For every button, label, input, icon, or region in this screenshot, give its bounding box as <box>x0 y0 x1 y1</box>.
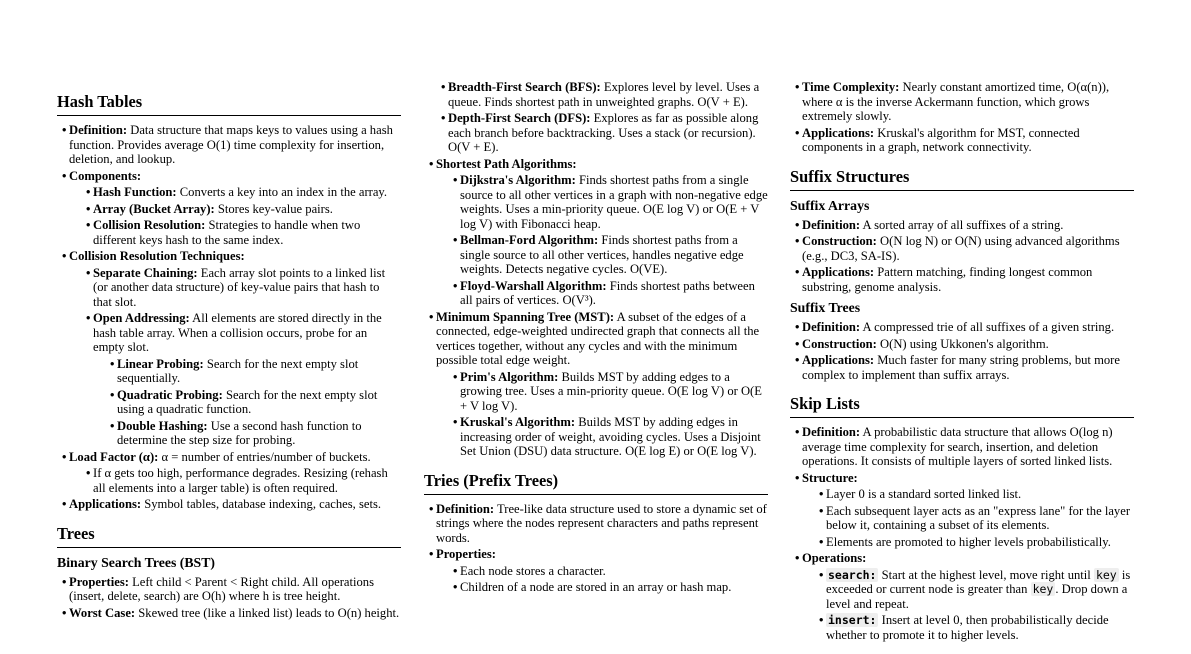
graph-list <box>424 80 768 459</box>
item-label: Collision Resolution: <box>93 218 206 232</box>
item-text: Tree-like data structure used to store a dynamic set of strings where the nodes represent characters and paths represent words. <box>436 501 767 545</box>
item-text: Insert at level 0, then probabilistically decide whether to promote it to higher levels. <box>826 613 1109 642</box>
section-title-hash-tables: Hash Tables <box>57 92 401 116</box>
list-item <box>424 502 768 546</box>
suffix-structures-section <box>790 167 1134 383</box>
item-label: Definition: <box>69 123 128 137</box>
item-label: Dijkstra's Algorithm: <box>460 173 576 187</box>
sub-list <box>436 564 768 595</box>
dsu-list <box>790 80 1134 155</box>
item-label: Properties: <box>69 574 129 589</box>
item-text: O(N log N) or O(N) using advanced algorithms (e.g., DC3, SA-IS). <box>802 234 1120 263</box>
item-label: Linear Probing: <box>117 356 204 371</box>
list-item <box>790 320 1134 335</box>
item-text: Search for the next empty slot sequentially. <box>117 356 359 385</box>
sub-list <box>436 370 768 459</box>
item-label: Collision Resolution Techniques: <box>69 249 245 263</box>
list-item <box>57 575 401 604</box>
code-key: key <box>1095 567 1117 582</box>
list-item <box>57 606 401 621</box>
item-text: A subset of the edges of a connected, edge-weighted undirected graph that connects all the vertices together, without any cycles and with the minimum possible total edge weight. <box>436 309 760 367</box>
list-item <box>448 370 768 414</box>
list-item <box>424 157 768 308</box>
list-item <box>790 425 1134 469</box>
item-text: Data structure that maps keys to values using a hash function. Provides average O(1) time complexity for insertion, deletion, and lookup. <box>69 123 393 166</box>
list-item <box>105 357 401 386</box>
item-label: Separate Chaining: <box>93 265 198 280</box>
trees-section <box>57 524 401 621</box>
item-label: Structure: <box>802 470 858 485</box>
item-text: Layer 0 is a standard sorted linked list. <box>826 487 1022 501</box>
item-text: Each array slot points to a linked list (or another data structure) of key-value pairs that hash to that slot. <box>93 265 386 309</box>
item-label: Prim's Algorithm: <box>460 369 559 384</box>
item-label: Construction: <box>802 234 877 248</box>
column-1 <box>57 92 401 632</box>
list-item <box>81 266 401 310</box>
hash-tables-section <box>57 92 401 512</box>
item-label: Definition: <box>436 501 495 516</box>
tries-section <box>424 471 768 595</box>
list-item <box>448 233 768 277</box>
list-item <box>436 111 768 155</box>
item-text: Explores level by level. Uses a queue. Finds shortest path in unweighted graphs. O(V + E). <box>448 80 760 109</box>
list-item <box>790 551 1134 642</box>
list-item <box>790 80 1134 124</box>
list-item <box>448 564 768 579</box>
subsection-title-bst: Binary Search Trees (BST) <box>57 554 216 570</box>
item-text: . Drop down a level and repeat. <box>826 582 1128 611</box>
sub-list <box>802 487 1134 549</box>
sub-list <box>93 357 401 448</box>
list-item <box>57 169 401 248</box>
list-item <box>81 218 401 247</box>
item-label: Construction: <box>802 336 877 351</box>
item-text: Left child < Parent < Right child. All operations (insert, delete, search) are O(h) where h is tree height. <box>69 574 374 603</box>
list-item <box>57 123 401 167</box>
item-text: Each subsequent layer acts as an "express lane" for the layer below it, containing a subset of its elements. <box>826 503 1131 532</box>
list-item <box>448 279 768 308</box>
item-text: Much faster for many string problems, but more complex to implement than suffix arrays. <box>802 353 1120 382</box>
item-label: Kruskal's Algorithm: <box>460 415 576 429</box>
section-title-tries: Tries (Prefix Trees) <box>424 471 768 495</box>
item-label: Definition: <box>802 425 861 439</box>
item-text: Nearly constant amortized time, O(α(n)), where α is the inverse Ackermann function, which grows extremely slowly. <box>802 80 1110 123</box>
item-label: Applications: <box>802 265 875 279</box>
item-text: Kruskal's algorithm for MST, connected components in a graph, network connectivity. <box>802 125 1080 154</box>
list-item <box>81 311 401 448</box>
item-text: All elements are stored directly in the hash table array. When a collision occurs, probe for an empty slot. <box>93 311 382 354</box>
section-title-suffix: Suffix Structures <box>790 167 1134 191</box>
item-text: Stores key-value pairs. <box>217 201 333 216</box>
item-text: Search for the next empty slot using a quadratic function. <box>117 387 378 416</box>
list-item <box>790 353 1134 382</box>
list-item <box>814 568 1134 612</box>
item-text: Builds MST by adding edges to a growing tree. Uses a min-priority queue. O(E log V) or O(E + V log V). <box>460 369 762 413</box>
item-text: O(N) using Ukkonen's algorithm. <box>880 336 1049 351</box>
item-text: Finds shortest paths from a single source to all other vertices in a graph with non-negative edge weights. Uses a min-priority queue. O(E log V) or O(E + V log V) with Fibonacci heap. <box>460 173 768 231</box>
list-item <box>57 450 401 496</box>
code-key: key <box>1032 582 1054 596</box>
section-title-trees: Trees <box>57 524 401 548</box>
item-label: Minimum Spanning Tree (MST): <box>436 309 615 324</box>
item-label: Definition: <box>802 320 861 334</box>
item-label: Depth-First Search (DFS): <box>448 111 591 125</box>
item-text: Symbol tables, database indexing, caches, sets. <box>144 497 382 511</box>
tries-list <box>424 502 768 595</box>
item-text: Elements are promoted to higher levels probabilistically. <box>826 534 1111 549</box>
list-item <box>436 80 768 109</box>
item-text: Converts a key into an index in the array. <box>179 185 388 199</box>
list-item <box>814 613 1134 642</box>
section-title-skip-lists: Skip Lists <box>790 394 1134 418</box>
list-item <box>448 580 768 595</box>
item-label: Definition: <box>802 217 861 232</box>
item-text: Start at the highest level, move right until <box>881 567 1091 582</box>
item-text: Explores as far as possible along each branch before backtracking. Uses a stack (or recursion). O(V + E). <box>448 111 759 154</box>
skip-list <box>790 425 1134 642</box>
skip-lists-section <box>790 394 1134 642</box>
dsu-section <box>790 80 1134 155</box>
list-item <box>57 497 401 512</box>
list-item <box>448 173 768 231</box>
list-item <box>790 218 1134 233</box>
item-text: Children of a node are stored in an array or hash map. <box>460 580 732 594</box>
code-insert: insert: <box>828 613 877 627</box>
item-text: Pattern matching, finding longest common substring, genome analysis. <box>802 265 1093 294</box>
item-label: Applications: <box>69 497 142 511</box>
list-item <box>81 202 401 217</box>
suffix-arrays-list <box>790 218 1134 295</box>
list-item <box>424 310 768 459</box>
item-text: Finds shortest paths from a single source to all other vertices, handles negative edge weights. Detects negative cycles. O(VE). <box>460 233 744 276</box>
hash-list <box>57 123 401 512</box>
item-label: Load Factor (α): <box>69 449 159 464</box>
item-text: Strategies to handle when two different keys hash to the same index. <box>93 218 361 247</box>
item-label: Double Hashing: <box>117 418 208 433</box>
list-item <box>814 535 1134 550</box>
item-text: Finds shortest paths between all pairs of vertices. O(V³). <box>460 278 755 307</box>
suffix-trees-list <box>790 320 1134 382</box>
item-text: is exceeded or current node is greater than <box>826 567 1131 596</box>
list-item <box>790 265 1134 294</box>
list-item <box>790 337 1134 352</box>
item-label: Bellman-Ford Algorithm: <box>460 233 599 247</box>
list-item <box>790 471 1134 550</box>
list-item <box>814 504 1134 533</box>
item-label: Hash Function: <box>93 185 177 199</box>
subsection-title-suffix-arrays: Suffix Arrays <box>790 197 870 213</box>
sub-list <box>69 185 401 247</box>
list-item <box>790 126 1134 155</box>
item-label: Applications: <box>802 125 875 140</box>
list-item <box>448 415 768 459</box>
item-text: Use a second hash function to determine the step size for probing. <box>117 418 362 447</box>
bst-list <box>57 575 401 621</box>
item-text: A probabilistic data structure that allows O(log n) average time complexity for search, insertion, and deletion operations. It consists of multiple layers of sorted linked lists. <box>802 425 1113 468</box>
column-2 <box>424 80 768 607</box>
item-label: Floyd-Warshall Algorithm: <box>460 278 607 293</box>
code-search: search: <box>828 567 877 582</box>
item-label: Array (Bucket Array): <box>93 201 215 216</box>
item-label: Shortest Path Algorithms: <box>436 156 577 171</box>
item-text: Each node stores a character. <box>460 563 606 578</box>
item-text: A sorted array of all suffixes of a string. <box>862 217 1064 232</box>
list-item <box>57 249 401 448</box>
sub-list <box>802 568 1134 643</box>
item-label: Quadratic Probing: <box>117 387 223 402</box>
list-item <box>81 185 401 200</box>
item-label: Worst Case: <box>69 605 136 620</box>
list-item <box>790 234 1134 263</box>
list-item <box>105 388 401 417</box>
sub-list <box>436 173 768 308</box>
sub-list <box>69 266 401 448</box>
list-item <box>81 466 401 495</box>
graph-algorithms-section <box>424 80 768 459</box>
item-text: Builds MST by adding edges in increasing order of weight, avoiding cycles. Uses a Disjoint Set Union (DSU) data structure. O(E log E) or O(E log V). <box>460 415 761 458</box>
sub-list <box>69 466 401 495</box>
item-label: Time Complexity: <box>802 80 900 94</box>
subsection-title-suffix-trees: Suffix Trees <box>790 300 861 315</box>
list-item <box>814 487 1134 502</box>
item-text: Skewed tree (like a linked list) leads to O(n) height. <box>138 605 400 620</box>
item-label: Components: <box>69 168 142 183</box>
list-item <box>105 419 401 448</box>
item-text: α = number of entries/number of buckets. <box>161 449 371 464</box>
item-label: Open Addressing: <box>93 311 190 325</box>
item-label: Operations: <box>802 551 867 565</box>
item-text: If α gets too high, performance degrades. Resizing (rehash all elements into a larger table) is often required. <box>93 466 388 495</box>
item-text: A compressed trie of all suffixes of a given string. <box>862 320 1115 334</box>
item-label: Breadth-First Search (BFS): <box>448 80 601 94</box>
list-item <box>424 547 768 595</box>
item-label: Properties: <box>436 547 496 561</box>
item-label: Applications: <box>802 353 875 367</box>
column-3 <box>790 80 1134 654</box>
